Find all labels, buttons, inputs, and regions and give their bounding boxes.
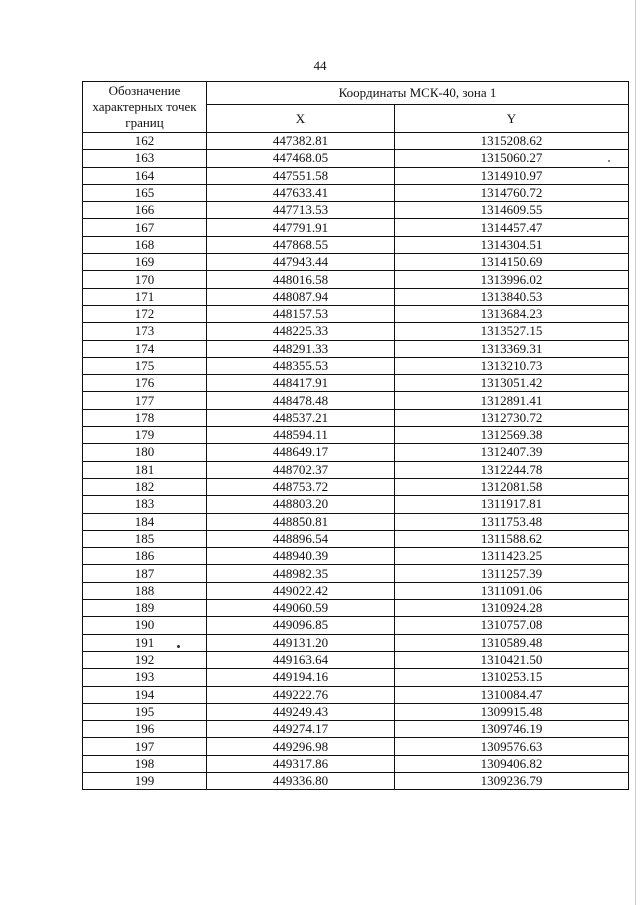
cell-point: 180 (83, 444, 207, 461)
cell-point: 189 (83, 600, 207, 617)
cell-point: 193 (83, 669, 207, 686)
cell-point: 168 (83, 236, 207, 253)
cell-point: 167 (83, 219, 207, 236)
cell-x: 448940.39 (207, 548, 395, 565)
table-row (83, 184, 629, 201)
table-row (83, 755, 629, 772)
cell-x: 448225.33 (207, 323, 395, 340)
header-y: Y (395, 105, 629, 133)
cell-x: 447382.81 (207, 133, 395, 150)
cell-y: 1309236.79 (395, 772, 629, 789)
cell-y: 1311423.25 (395, 548, 629, 565)
cell-x: 449060.59 (207, 600, 395, 617)
cell-y: 1312891.41 (395, 392, 629, 409)
cell-y: 1314150.69 (395, 254, 629, 271)
cell-x: 447551.58 (207, 167, 395, 184)
table-row (83, 271, 629, 288)
cell-point: 199 (83, 772, 207, 789)
cell-point: 166 (83, 202, 207, 219)
table-row (83, 669, 629, 686)
cell-y: 1309746.19 (395, 721, 629, 738)
table-row (83, 254, 629, 271)
cell-y: 1311588.62 (395, 530, 629, 547)
cell-x: 449317.86 (207, 755, 395, 772)
cell-x: 449022.42 (207, 582, 395, 599)
table-row (83, 634, 629, 651)
cell-x: 447713.53 (207, 202, 395, 219)
cell-y: 1310421.50 (395, 651, 629, 668)
table-row (83, 392, 629, 409)
table-row (83, 133, 629, 150)
cell-point: 198 (83, 755, 207, 772)
cell-y: 1313210.73 (395, 357, 629, 374)
cell-y: 1309915.48 (395, 703, 629, 720)
cell-point: 174 (83, 340, 207, 357)
cell-x: 448753.72 (207, 478, 395, 495)
cell-y: 1313051.42 (395, 375, 629, 392)
cell-y: 1311917.81 (395, 496, 629, 513)
table-body (83, 133, 629, 790)
cell-y: 1313684.23 (395, 305, 629, 322)
cell-x: 449249.43 (207, 703, 395, 720)
table-row (83, 703, 629, 720)
page-edge-line (635, 0, 636, 905)
cell-y: 1314760.72 (395, 184, 629, 201)
cell-y: 1312730.72 (395, 409, 629, 426)
cell-x: 448594.11 (207, 427, 395, 444)
cell-point: 165 (83, 184, 207, 201)
table-row (83, 219, 629, 236)
cell-x: 449222.76 (207, 686, 395, 703)
cell-y: 1309406.82 (395, 755, 629, 772)
cell-x: 449194.16 (207, 669, 395, 686)
cell-y: 1315208.62 (395, 133, 629, 150)
cell-point: 177 (83, 392, 207, 409)
cell-point: 187 (83, 565, 207, 582)
cell-x: 448291.33 (207, 340, 395, 357)
header-point-designation: Обозначение характерных точек границ (83, 82, 207, 133)
header-coordinate-system: Координаты МСК-40, зона 1 (207, 82, 629, 105)
cell-x: 449096.85 (207, 617, 395, 634)
cell-y: 1312081.58 (395, 478, 629, 495)
cell-x: 447943.44 (207, 254, 395, 271)
table-row (83, 427, 629, 444)
cell-point: 179 (83, 427, 207, 444)
cell-point: 163 (83, 150, 207, 167)
cell-point: 184 (83, 513, 207, 530)
cell-x: 448702.37 (207, 461, 395, 478)
cell-x: 448016.58 (207, 271, 395, 288)
table-row (83, 461, 629, 478)
cell-point: 192 (83, 651, 207, 668)
table-row (83, 323, 629, 340)
cell-x: 449296.98 (207, 738, 395, 755)
table-row (83, 478, 629, 495)
table-row (83, 202, 629, 219)
cell-y: 1315060.27 (395, 150, 629, 167)
table-row (83, 409, 629, 426)
cell-y: 1314457.47 (395, 219, 629, 236)
cell-point: 197 (83, 738, 207, 755)
table-row (83, 582, 629, 599)
cell-y: 1309576.63 (395, 738, 629, 755)
cell-y: 1312407.39 (395, 444, 629, 461)
cell-x: 447468.05 (207, 150, 395, 167)
cell-point: 195 (83, 703, 207, 720)
cell-y: 1310757.08 (395, 617, 629, 634)
table-row (83, 150, 629, 167)
cell-y: 1313996.02 (395, 271, 629, 288)
table-row (83, 236, 629, 253)
cell-x: 447868.55 (207, 236, 395, 253)
cell-point: 194 (83, 686, 207, 703)
cell-y: 1314304.51 (395, 236, 629, 253)
table-row (83, 565, 629, 582)
cell-point: 190 (83, 617, 207, 634)
cell-point: 176 (83, 375, 207, 392)
cell-point: 188 (83, 582, 207, 599)
cell-x: 448649.17 (207, 444, 395, 461)
table-row (83, 721, 629, 738)
table-header (83, 82, 629, 133)
table-row (83, 375, 629, 392)
cell-x: 448157.53 (207, 305, 395, 322)
cell-x: 449274.17 (207, 721, 395, 738)
cell-y: 1313840.53 (395, 288, 629, 305)
cell-point: 172 (83, 305, 207, 322)
table-row (83, 357, 629, 374)
cell-point: 173 (83, 323, 207, 340)
cell-y: 1310253.15 (395, 669, 629, 686)
cell-point: 164 (83, 167, 207, 184)
cell-x: 448478.48 (207, 392, 395, 409)
cell-y: 1313369.31 (395, 340, 629, 357)
table-row (83, 496, 629, 513)
table-row (83, 444, 629, 461)
cell-y: 1311257.39 (395, 565, 629, 582)
cell-y: 1314910.97 (395, 167, 629, 184)
cell-x: 448537.21 (207, 409, 395, 426)
table-row (83, 167, 629, 184)
cell-x: 448896.54 (207, 530, 395, 547)
coordinates-table (82, 81, 629, 790)
table-row (83, 617, 629, 634)
cell-point: 178 (83, 409, 207, 426)
table-row (83, 548, 629, 565)
cell-y: 1312569.38 (395, 427, 629, 444)
cell-x: 448355.53 (207, 357, 395, 374)
cell-x: 448803.20 (207, 496, 395, 513)
cell-x: 447633.41 (207, 184, 395, 201)
cell-point: 185 (83, 530, 207, 547)
table-row (83, 530, 629, 547)
cell-x: 448982.35 (207, 565, 395, 582)
cell-x: 447791.91 (207, 219, 395, 236)
cell-point: 162 (83, 133, 207, 150)
table-row (83, 513, 629, 530)
cell-point: 181 (83, 461, 207, 478)
cell-point: 186 (83, 548, 207, 565)
cell-y: 1311091.06 (395, 582, 629, 599)
table-row (83, 738, 629, 755)
stray-dot-mark (177, 645, 180, 648)
cell-y: 1314609.55 (395, 202, 629, 219)
table-row (83, 651, 629, 668)
table-row (83, 772, 629, 789)
cell-point: 169 (83, 254, 207, 271)
cell-y: 1311753.48 (395, 513, 629, 530)
cell-y: 1312244.78 (395, 461, 629, 478)
cell-point: 196 (83, 721, 207, 738)
table-row (83, 288, 629, 305)
cell-x: 448087.94 (207, 288, 395, 305)
cell-x: 449163.64 (207, 651, 395, 668)
cell-y: 1310924.28 (395, 600, 629, 617)
cell-point: 175 (83, 357, 207, 374)
margin-speck (608, 160, 610, 162)
cell-point: 191 (83, 634, 207, 651)
cell-y: 1310589.48 (395, 634, 629, 651)
cell-point: 170 (83, 271, 207, 288)
table-row (83, 340, 629, 357)
cell-x: 448417.91 (207, 375, 395, 392)
cell-point: 183 (83, 496, 207, 513)
cell-point: 171 (83, 288, 207, 305)
cell-point: 182 (83, 478, 207, 495)
table-row (83, 686, 629, 703)
table-row (83, 305, 629, 322)
header-x: X (207, 105, 395, 133)
cell-y: 1310084.47 (395, 686, 629, 703)
cell-x: 449336.80 (207, 772, 395, 789)
table-row (83, 600, 629, 617)
page-number: 44 (313, 58, 327, 73)
cell-x: 448850.81 (207, 513, 395, 530)
cell-y: 1313527.15 (395, 323, 629, 340)
cell-x: 449131.20 (207, 634, 395, 651)
